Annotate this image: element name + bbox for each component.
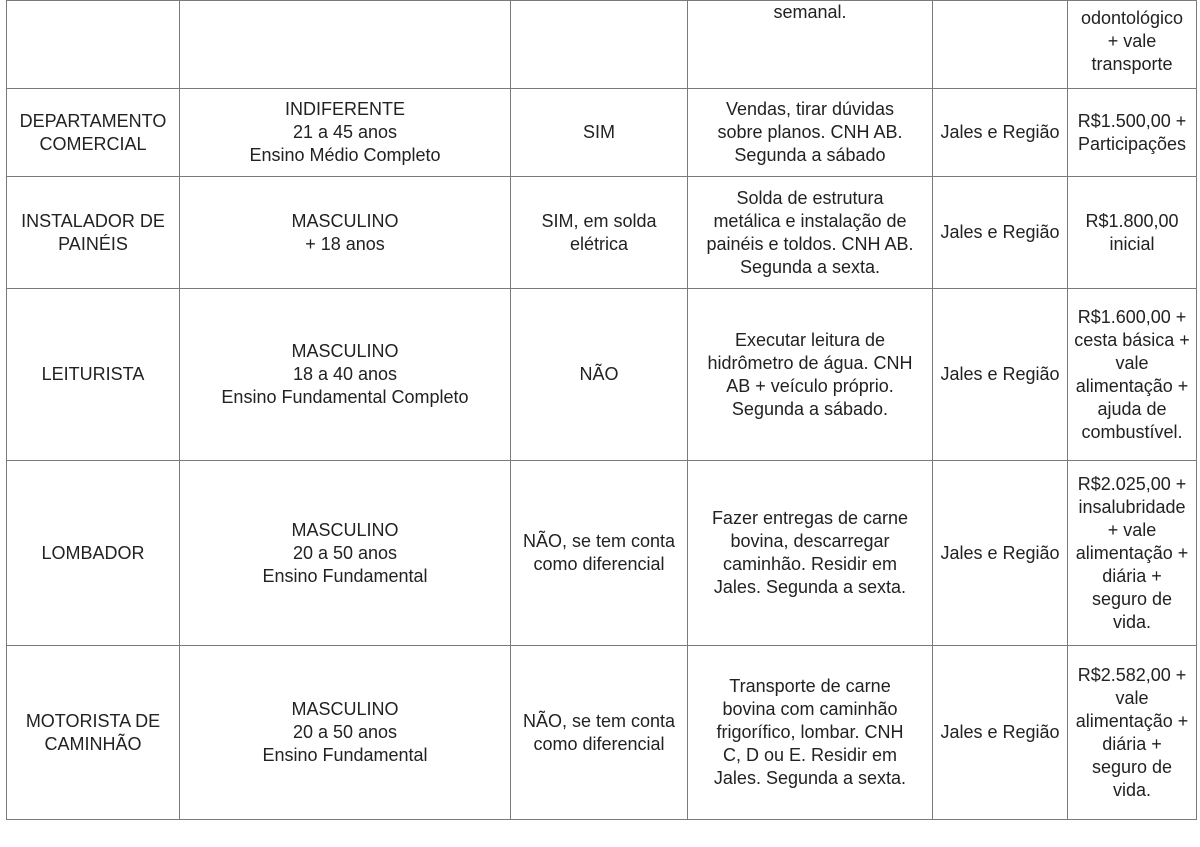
profile-cell: MASCULINO 20 a 50 anos Ensino Fundamental bbox=[180, 461, 511, 646]
experience-cell: NÃO bbox=[511, 289, 688, 461]
location-cell: Jales e Região bbox=[933, 646, 1068, 820]
location-cell: Jales e Região bbox=[933, 461, 1068, 646]
salary-cell: R$2.582,00 + vale alimentação + diária + seguro de vida. bbox=[1068, 646, 1197, 820]
profile-cell: INDIFERENTE 21 a 45 anos Ensino Médio Completo bbox=[180, 89, 511, 177]
job-title-cell: LOMBADOR bbox=[7, 461, 180, 646]
activities-cell: semanal. bbox=[688, 1, 933, 89]
profile-cell: MASCULINO 18 a 40 anos Ensino Fundamental Completo bbox=[180, 289, 511, 461]
table-row bbox=[7, 1, 1197, 89]
salary-cell: R$1.500,00 + Participações bbox=[1068, 89, 1197, 177]
salary-cell: odontológico + vale transporte bbox=[1068, 1, 1197, 89]
location-cell: Jales e Região bbox=[933, 177, 1068, 289]
experience-cell: SIM bbox=[511, 89, 688, 177]
activities-cell: Vendas, tirar dúvidas sobre planos. CNH AB. Segunda a sábado bbox=[688, 89, 933, 177]
job-title-cell: LEITURISTA bbox=[7, 289, 180, 461]
table-row bbox=[7, 177, 1197, 289]
experience-cell: NÃO, se tem conta como diferencial bbox=[511, 646, 688, 820]
job-title-cell: INSTALADOR DE PAINÉIS bbox=[7, 177, 180, 289]
job-title-cell bbox=[7, 1, 180, 89]
job-listings-sheet bbox=[6, 0, 1196, 820]
experience-cell: SIM, em solda elétrica bbox=[511, 177, 688, 289]
job-title-cell: MOTORISTA DE CAMINHÃO bbox=[7, 646, 180, 820]
activities-cell: Executar leitura de hidrômetro de água. CNH AB + veículo próprio. Segunda a sábado. bbox=[688, 289, 933, 461]
salary-cell: R$1.800,00 inicial bbox=[1068, 177, 1197, 289]
experience-cell bbox=[511, 1, 688, 89]
location-cell: Jales e Região bbox=[933, 89, 1068, 177]
activities-cell: Transporte de carne bovina com caminhão frigorífico, lombar. CNH C, D ou E. Residir em Jales. Segunda a sexta. bbox=[688, 646, 933, 820]
job-listings-table bbox=[6, 0, 1197, 820]
profile-cell bbox=[180, 1, 511, 89]
activities-cell: Fazer entregas de carne bovina, descarregar caminhão. Residir em Jales. Segunda a sexta. bbox=[688, 461, 933, 646]
salary-cell: R$2.025,00 + insalubridade + vale alimentação + diária + seguro de vida. bbox=[1068, 461, 1197, 646]
table-row bbox=[7, 646, 1197, 820]
profile-cell: MASCULINO 20 a 50 anos Ensino Fundamental bbox=[180, 646, 511, 820]
location-cell: Jales e Região bbox=[933, 289, 1068, 461]
profile-cell: MASCULINO + 18 anos bbox=[180, 177, 511, 289]
location-cell bbox=[933, 1, 1068, 89]
table-row bbox=[7, 289, 1197, 461]
activities-cell: Solda de estrutura metálica e instalação de painéis e toldos. CNH AB. Segunda a sexta. bbox=[688, 177, 933, 289]
experience-cell: NÃO, se tem conta como diferencial bbox=[511, 461, 688, 646]
table-row bbox=[7, 89, 1197, 177]
table-row bbox=[7, 461, 1197, 646]
job-title-cell: DEPARTAMENTO COMERCIAL bbox=[7, 89, 180, 177]
salary-cell: R$1.600,00 + cesta básica + vale alimentação + ajuda de combustível. bbox=[1068, 289, 1197, 461]
